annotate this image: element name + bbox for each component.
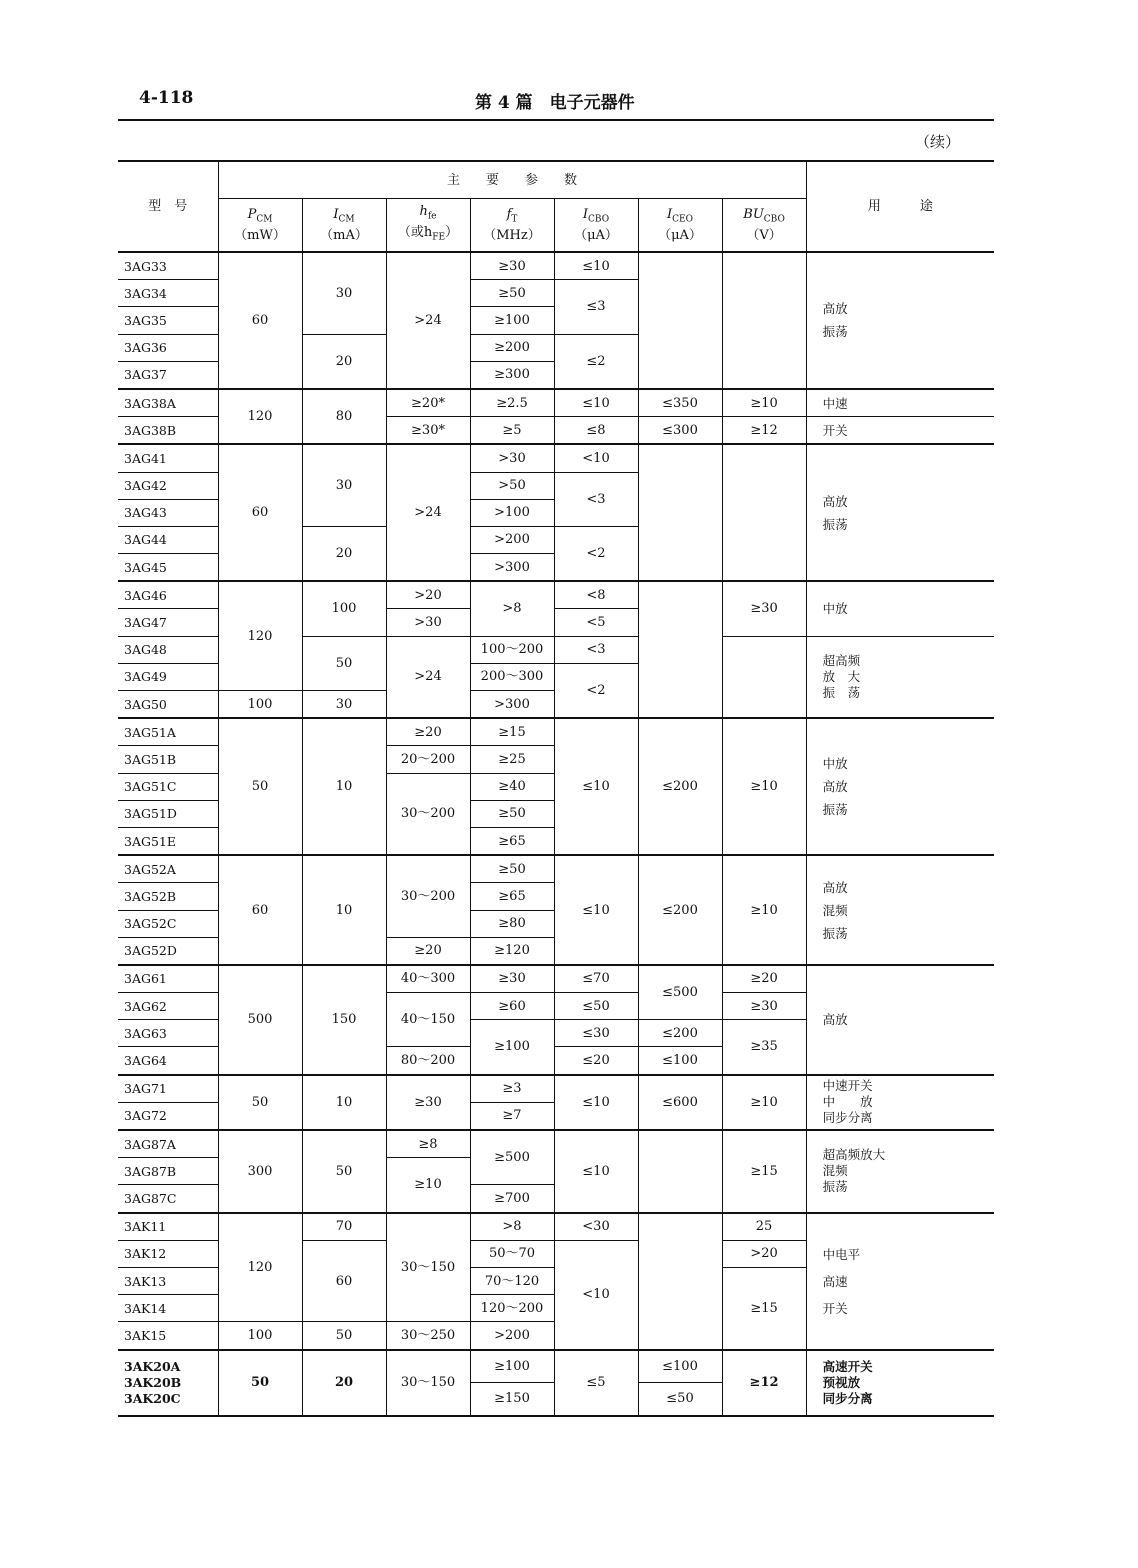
model-cell: 3AK12 xyxy=(118,1240,218,1267)
usage-cell: 高放 xyxy=(806,965,994,1075)
icbo-cell: <10 xyxy=(554,444,638,472)
usage-cell: 中放 xyxy=(806,581,994,636)
hfe-cell: ≥8 xyxy=(386,1130,470,1158)
model-cell: 3AG51B xyxy=(118,746,218,773)
iceo-cell: ≤100 xyxy=(638,1047,722,1075)
ft-cell: ≥100 xyxy=(470,1020,554,1075)
model-cell: 3AG35 xyxy=(118,307,218,334)
icm-cell: 100 xyxy=(302,581,386,636)
bucbo-cell: ≥10 xyxy=(722,718,806,855)
header-iceo: $I_{CEO}$ （μA） xyxy=(638,199,722,253)
model-cell: 3AG44 xyxy=(118,526,218,553)
bucbo-cell: ≥15 xyxy=(722,1267,806,1349)
bucbo-cell xyxy=(722,444,806,581)
model-cell: 3AG41 xyxy=(118,444,218,472)
icbo-cell: <3 xyxy=(554,636,638,663)
ft-cell: >8 xyxy=(470,1213,554,1241)
ft-cell: 70～120 xyxy=(470,1267,554,1294)
model-cell: 3AG63 xyxy=(118,1020,218,1047)
model-cell: 3AG33 xyxy=(118,252,218,280)
model-cell: 3AG52A xyxy=(118,855,218,883)
model-cell: 3AG87A xyxy=(118,1130,218,1158)
bucbo-cell: >20 xyxy=(722,1240,806,1267)
ft-cell: >200 xyxy=(470,526,554,553)
model-cell: 3AG46 xyxy=(118,581,218,609)
bucbo-cell: 25 xyxy=(722,1213,806,1241)
icbo-cell: <2 xyxy=(554,526,638,581)
model-cell: 3AG62 xyxy=(118,993,218,1020)
hfe-cell: 20～200 xyxy=(386,746,470,773)
model-cell: 3AK20A 3AK20B 3AK20C xyxy=(118,1350,218,1416)
ft-cell: 100～200 xyxy=(470,636,554,663)
hfe-cell: ≥20 xyxy=(386,937,470,965)
icm-cell: 30 xyxy=(302,444,386,526)
ft-cell: ≥100 xyxy=(470,307,554,334)
ft-cell: >300 xyxy=(470,554,554,582)
ft-cell: ≥50 xyxy=(470,855,554,883)
ft-cell: ≥150 xyxy=(470,1383,554,1416)
model-cell: 3AG51A xyxy=(118,718,218,746)
pcm-cell: 60 xyxy=(218,444,302,581)
pcm-cell: 100 xyxy=(218,691,302,719)
usage-cell: 中速开关 中 放 同步分离 xyxy=(806,1075,994,1130)
icm-cell: 50 xyxy=(302,636,386,690)
ft-cell: 120～200 xyxy=(470,1295,554,1322)
icbo-cell: <8 xyxy=(554,581,638,609)
model-cell: 3AG43 xyxy=(118,499,218,526)
ft-cell: ≥7 xyxy=(470,1102,554,1130)
ft-cell: ≥65 xyxy=(470,827,554,855)
header-main-params: 主 要 参 数 xyxy=(218,161,806,199)
icbo-cell: ≤5 xyxy=(554,1350,638,1416)
icbo-cell: ≤10 xyxy=(554,389,638,417)
usage-cell: 超高频 放 大 振 荡 xyxy=(806,636,994,718)
usage-cell: 开关 xyxy=(806,417,994,445)
usage-cell: 中速 xyxy=(806,389,994,417)
pcm-cell: 60 xyxy=(218,252,302,389)
pcm-cell: 100 xyxy=(218,1322,302,1350)
bucbo-cell xyxy=(722,636,806,718)
bucbo-cell: ≥10 xyxy=(722,1075,806,1130)
model-cell: 3AG51D xyxy=(118,800,218,827)
ft-cell: >50 xyxy=(470,472,554,499)
ft-cell: ≥50 xyxy=(470,280,554,307)
icm-cell: 20 xyxy=(302,334,386,389)
icbo-cell: ≤8 xyxy=(554,417,638,445)
icbo-cell: ≤10 xyxy=(554,855,638,965)
ft-cell: ≥30 xyxy=(470,965,554,993)
icbo-cell: ≤10 xyxy=(554,718,638,855)
icm-cell: 150 xyxy=(302,965,386,1075)
ft-cell: ≥15 xyxy=(470,718,554,746)
hfe-cell: 30～200 xyxy=(386,773,470,855)
header-ft: $f_T$ （MHz） xyxy=(470,199,554,253)
ft-cell: 50～70 xyxy=(470,1240,554,1267)
icm-cell: 70 xyxy=(302,1213,386,1241)
ft-cell: ≥80 xyxy=(470,910,554,937)
iceo-cell: ≤300 xyxy=(638,417,722,445)
header-rule xyxy=(118,119,994,121)
ft-cell: ≥100 xyxy=(470,1350,554,1383)
ft-cell: ≥25 xyxy=(470,746,554,773)
icbo-cell: ≤50 xyxy=(554,993,638,1020)
bucbo-cell: ≥12 xyxy=(722,417,806,445)
iceo-cell xyxy=(638,444,722,581)
header-icm: $I_{CM}$ （mA） xyxy=(302,199,386,253)
ft-cell: ≥500 xyxy=(470,1130,554,1185)
model-cell: 3AG45 xyxy=(118,554,218,582)
iceo-cell xyxy=(638,581,722,718)
iceo-cell: ≤600 xyxy=(638,1075,722,1130)
hfe-cell: ≥10 xyxy=(386,1158,470,1213)
ft-cell: ≥50 xyxy=(470,800,554,827)
model-cell: 3AG36 xyxy=(118,334,218,361)
header-usage: 用 途 xyxy=(806,161,994,252)
hfe-cell: ≥20 xyxy=(386,718,470,746)
pcm-cell: 300 xyxy=(218,1130,302,1213)
ft-cell: 200～300 xyxy=(470,663,554,690)
icm-cell: 30 xyxy=(302,691,386,719)
icbo-cell: ≤10 xyxy=(554,1130,638,1213)
icm-cell: 50 xyxy=(302,1130,386,1213)
model-cell: 3AK14 xyxy=(118,1295,218,1322)
icm-cell: 60 xyxy=(302,1240,386,1322)
ft-cell: ≥40 xyxy=(470,773,554,800)
pcm-cell: 120 xyxy=(218,389,302,444)
hfe-cell: ≥30* xyxy=(386,417,470,445)
model-cell: 3AG87B xyxy=(118,1158,218,1185)
ft-cell: >8 xyxy=(470,581,554,636)
transistor-parameter-table xyxy=(118,160,994,1417)
ft-cell: ≥3 xyxy=(470,1075,554,1103)
icbo-cell: <3 xyxy=(554,472,638,526)
header-pcm: $P_{CM}$ （mW） xyxy=(218,199,302,253)
ft-cell: ≥30 xyxy=(470,252,554,280)
bucbo-cell: ≥30 xyxy=(722,581,806,636)
pcm-cell: 60 xyxy=(218,855,302,965)
bucbo-cell: ≥10 xyxy=(722,855,806,965)
pcm-cell: 500 xyxy=(218,965,302,1075)
iceo-cell: ≤200 xyxy=(638,855,722,965)
hfe-cell: ≥30 xyxy=(386,1075,470,1130)
hfe-cell: 30～150 xyxy=(386,1350,470,1416)
continued-label: （续） xyxy=(914,133,960,151)
hfe-cell: 30～200 xyxy=(386,855,470,937)
ft-cell: ≥120 xyxy=(470,937,554,965)
usage-cell: 高速开关 预视放 同步分离 xyxy=(806,1350,994,1416)
model-cell: 3AG34 xyxy=(118,280,218,307)
model-cell: 3AG52C xyxy=(118,910,218,937)
bucbo-cell: ≥10 xyxy=(722,389,806,417)
model-cell: 3AG71 xyxy=(118,1075,218,1103)
model-cell: 3AG38B xyxy=(118,417,218,445)
model-cell: 3AK15 xyxy=(118,1322,218,1350)
ft-cell: ≥700 xyxy=(470,1185,554,1213)
hfe-cell: >20 xyxy=(386,581,470,609)
icbo-cell: ≤2 xyxy=(554,334,638,389)
icbo-cell: ≤10 xyxy=(554,1075,638,1130)
usage-cell: 超高频放大 混频 振荡 xyxy=(806,1130,994,1213)
usage-cell: 中放 高放 振荡 xyxy=(806,718,994,855)
icbo-cell: <2 xyxy=(554,663,638,718)
pcm-cell: 120 xyxy=(218,581,302,690)
model-cell: 3AG64 xyxy=(118,1047,218,1075)
bucbo-cell: ≥12 xyxy=(722,1350,806,1416)
header-bucbo: $BU_{CBO}$ （V） xyxy=(722,199,806,253)
icbo-cell: ≤10 xyxy=(554,252,638,280)
model-cell: 3AG48 xyxy=(118,636,218,663)
hfe-cell: 80～200 xyxy=(386,1047,470,1075)
header-icbo: $I_{CBO}$ （μA） xyxy=(554,199,638,253)
ft-cell: ≥300 xyxy=(470,361,554,389)
model-cell: 3AG72 xyxy=(118,1102,218,1130)
ft-cell: >200 xyxy=(470,1322,554,1350)
usage-cell: 高放 振荡 xyxy=(806,252,994,389)
pcm-cell: 120 xyxy=(218,1213,302,1322)
iceo-cell xyxy=(638,1130,722,1213)
ft-cell: ≥2.5 xyxy=(470,389,554,417)
model-cell: 3AG47 xyxy=(118,609,218,636)
iceo-cell: ≤350 xyxy=(638,389,722,417)
model-cell: 3AK13 xyxy=(118,1267,218,1294)
ft-cell: ≥200 xyxy=(470,334,554,361)
pcm-cell: 50 xyxy=(218,1075,302,1130)
ft-cell: >30 xyxy=(470,444,554,472)
ft-cell: >100 xyxy=(470,499,554,526)
iceo-cell xyxy=(638,1213,722,1350)
hfe-cell: 40～300 xyxy=(386,965,470,993)
bucbo-cell xyxy=(722,252,806,389)
icm-cell: 10 xyxy=(302,718,386,855)
iceo-cell: ≤200 xyxy=(638,718,722,855)
icbo-cell: ≤30 xyxy=(554,1020,638,1047)
ft-cell: >300 xyxy=(470,691,554,719)
bucbo-cell: ≥15 xyxy=(722,1130,806,1213)
icm-cell: 80 xyxy=(302,389,386,444)
icm-cell: 10 xyxy=(302,855,386,965)
pcm-cell: 50 xyxy=(218,1350,302,1416)
model-cell: 3AG49 xyxy=(118,663,218,690)
icm-cell: 50 xyxy=(302,1322,386,1350)
model-cell: 3AG51E xyxy=(118,827,218,855)
iceo-cell: ≤500 xyxy=(638,965,722,1020)
hfe-cell: 30～150 xyxy=(386,1213,470,1322)
model-cell: 3AK11 xyxy=(118,1213,218,1241)
model-cell: 3AG87C xyxy=(118,1185,218,1213)
model-cell: 3AG37 xyxy=(118,361,218,389)
header-model: 型 号 xyxy=(118,161,218,252)
bucbo-cell: ≥20 xyxy=(722,965,806,993)
hfe-cell: >24 xyxy=(386,444,470,581)
pcm-cell: 50 xyxy=(218,718,302,855)
icm-cell: 30 xyxy=(302,252,386,334)
usage-cell: 中电平 高速 开关 xyxy=(806,1213,994,1350)
icm-cell: 10 xyxy=(302,1075,386,1130)
hfe-cell: >30 xyxy=(386,609,470,636)
section-title: 第 4 篇 电子元器件 xyxy=(475,93,635,113)
model-cell: 3AG50 xyxy=(118,691,218,719)
icbo-cell: ≤70 xyxy=(554,965,638,993)
icbo-cell: ≤3 xyxy=(554,280,638,334)
page-number: 4-118 xyxy=(139,88,194,108)
model-cell: 3AG61 xyxy=(118,965,218,993)
iceo-cell: ≤50 xyxy=(638,1383,722,1416)
model-cell: 3AG38A xyxy=(118,389,218,417)
hfe-cell: >24 xyxy=(386,252,470,389)
hfe-cell: >24 xyxy=(386,636,470,718)
icm-cell: 20 xyxy=(302,526,386,581)
icm-cell: 20 xyxy=(302,1350,386,1416)
hfe-cell: 30～250 xyxy=(386,1322,470,1350)
bucbo-cell: ≥30 xyxy=(722,993,806,1020)
icbo-cell: ≤20 xyxy=(554,1047,638,1075)
ft-cell: ≥5 xyxy=(470,417,554,445)
ft-cell: ≥65 xyxy=(470,883,554,910)
icbo-cell: <5 xyxy=(554,609,638,636)
model-cell: 3AG51C xyxy=(118,773,218,800)
hfe-cell: 40～150 xyxy=(386,993,470,1047)
usage-cell: 高放 振荡 xyxy=(806,444,994,581)
hfe-cell: ≥20* xyxy=(386,389,470,417)
iceo-cell: ≤100 xyxy=(638,1350,722,1383)
iceo-cell xyxy=(638,252,722,389)
model-cell: 3AG52D xyxy=(118,937,218,965)
iceo-cell: ≤200 xyxy=(638,1020,722,1047)
icbo-cell: <30 xyxy=(554,1213,638,1241)
header-hfe: $h_{fe}$ （或$h_{FE}$） xyxy=(386,199,470,253)
usage-cell: 高放 混频 振荡 xyxy=(806,855,994,965)
model-cell: 3AG52B xyxy=(118,883,218,910)
ft-cell: ≥60 xyxy=(470,993,554,1020)
bucbo-cell: ≥35 xyxy=(722,1020,806,1075)
icbo-cell: <10 xyxy=(554,1240,638,1349)
model-cell: 3AG42 xyxy=(118,472,218,499)
